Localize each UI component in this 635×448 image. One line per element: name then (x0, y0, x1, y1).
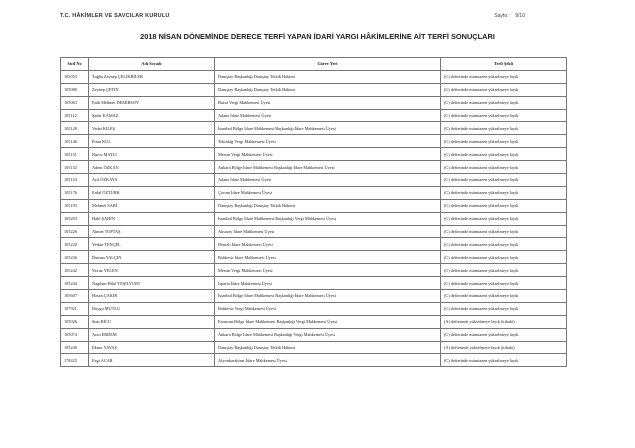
sicil-no-cell: 105151 (61, 148, 89, 161)
table-row (61, 135, 567, 148)
promotion-type-cell: (C) defterinde mümtazen yükselmeye layık (441, 354, 567, 367)
duty-station-cell: İstanbul Bölge İdare Mahkemesi Başkanlığı Vergi Mahkemesi Üyesi (215, 212, 441, 225)
sicil-no-cell: 105152 (61, 161, 89, 174)
promotion-type-cell: (C) defterinde mümtazen yükselmeye layık (441, 122, 567, 135)
name-cell: Pınar KUL (89, 135, 215, 148)
page-label: Sayfa : (494, 13, 510, 19)
column-header-sicil-no: Sicil No (61, 58, 89, 71)
sicil-no-cell: 105607 (61, 290, 89, 303)
sicil-no-cell: 105128 (61, 122, 89, 135)
column-header-terfi-sekli: Terfi Şekli (441, 58, 567, 71)
document-title: 2018 NİSAN DÖNEMİNDE DERECE TERFİ YAPAN İDARİ YARGI HÂKİMLERİNE AİT TERFİ SONUÇLARI (140, 32, 495, 41)
duty-station-cell: Ankara Bölge İdare Mahkemesi Başkanlığı İdare Mahkemesi Üyesi (215, 161, 441, 174)
sicil-no-cell: 105240 (61, 341, 89, 354)
table-header-row (61, 58, 567, 71)
table-row (61, 109, 567, 122)
promotion-type-cell: (C) defterinde mümtazen yükselmeye layık (441, 290, 567, 303)
page-indicator (490, 13, 525, 19)
promotion-type-cell: (C) defterinde mümtazen yükselmeye layık (441, 251, 567, 264)
sicil-no-cell: 105026 (61, 315, 89, 328)
name-cell: İlkmır YAVAŞ (89, 341, 215, 354)
promotion-type-cell: (C) defterinde mümtazen yükselmeye layık (441, 161, 567, 174)
duty-station-cell: İstanbul Bölge İdare Mahkemesi Başkanlığı İdare Mahkemesi Üyesi (215, 290, 441, 303)
table-row (61, 199, 567, 212)
duty-station-cell: Ankara Bölge İdare Mahkemesi Başkanlığı Vergi Mahkemesi Üyesi (215, 328, 441, 341)
duty-station-cell: Erzurum Bölge İdare Mahkemesi Başkanlığı Vergi Mahkemesi Üyesi (215, 315, 441, 328)
results-table (60, 57, 567, 367)
promotion-type-cell: (C) defterinde mümtazen yükselmeye layık (441, 109, 567, 122)
duty-station-cell: Danıştay Başkanlığı Danıştay Tetkik Hakimi (215, 83, 441, 96)
duty-station-cell: Mersin Vergi Mahkemesi Üyesi (215, 264, 441, 277)
table-row (61, 96, 567, 109)
promotion-type-cell: (C) defterinde mümtazen yükselmeye layık (441, 212, 567, 225)
table-row (61, 328, 567, 341)
duty-station-cell: Afyonkarahisar İdare Mahkemesi Üyesi (215, 354, 441, 367)
sicil-no-cell: 105146 (61, 135, 89, 148)
table-row (61, 70, 567, 83)
sicil-no-cell: 178425 (61, 354, 89, 367)
name-cell: Arif ÖZKAYA (89, 174, 215, 187)
table-row (61, 277, 567, 290)
name-cell: Nagihan Hilal YEŞİLYURT (89, 277, 215, 290)
sicil-no-cell: 105236 (61, 251, 89, 264)
sicil-no-cell: 105193 (61, 199, 89, 212)
promotion-type-cell: (A) defterinde yükselmeye layık (itibaki) (441, 315, 567, 328)
duty-station-cell: Tekirdağ Vergi Mahkemesi Üyesi (215, 135, 441, 148)
name-cell: Enik Mehmet DEMİRSOY (89, 96, 215, 109)
table-row (61, 341, 567, 354)
table-row (61, 174, 567, 187)
duty-station-cell: Danıştay Başkanlığı Danıştay Tetkik Hakimi (215, 341, 441, 354)
duty-station-cell: Isparta İdare Mahkemesi Üyesi (215, 277, 441, 290)
duty-station-cell: Balıkesir İdare Mahkemesi Üyesi (215, 251, 441, 264)
column-header-adi-soyadi: Adı Soyadı (89, 58, 215, 71)
sicil-no-cell: 105154 (61, 174, 89, 187)
table-row (61, 148, 567, 161)
duty-station-cell: Adana İdare Mahkemesi Üyesi (215, 109, 441, 122)
promotion-type-cell: (A) defterinde yükselmeye layık (itibaki) (441, 341, 567, 354)
page-number: 9/10 (515, 13, 525, 19)
name-cell: Hasan ÇAKIR (89, 290, 215, 303)
table-row (61, 161, 567, 174)
promotion-type-cell: (C) defterinde mümtazen yükselmeye layık (441, 264, 567, 277)
column-header-gorev-yeri: Görev Yeri (215, 58, 441, 71)
name-cell: Şadet KAMAZ (89, 109, 215, 122)
name-cell: Ahmet TOPTAŞ (89, 225, 215, 238)
table-row (61, 302, 567, 315)
promotion-type-cell: (C) defterinde mümtazen yükselmeye layık (441, 277, 567, 290)
table-row (61, 238, 567, 251)
promotion-type-cell: (C) defterinde mümtazen yükselmeye layık (441, 199, 567, 212)
name-cell: Burcu MATLI (89, 148, 215, 161)
duty-station-cell: Adana İdare Mahkemesi Üyesi (215, 174, 441, 187)
table-row (61, 354, 567, 367)
duty-station-cell: Mersin Vergi Mahkemesi Üyesi (215, 148, 441, 161)
sicil-no-cell: 105244 (61, 277, 89, 290)
name-cell: Tuğba Zeynep ÇELİKBİLEK (89, 70, 215, 83)
sicil-no-cell: 105112 (61, 109, 89, 122)
name-cell: Zeynep ÇETİN (89, 83, 215, 96)
table-row (61, 83, 567, 96)
sicil-no-cell: 105080 (61, 83, 89, 96)
name-cell: Suat BİCU (89, 315, 215, 328)
table-row (61, 212, 567, 225)
name-cell: Mehmet SABİ (89, 199, 215, 212)
table-row (61, 225, 567, 238)
duty-station-cell: Denizli İdare Mahkemesi Üyesi (215, 238, 441, 251)
name-cell: Vedat KILEŞ (89, 122, 215, 135)
promotion-type-cell: (C) defterinde mümtazen yükselmeye layık (441, 83, 567, 96)
promotion-type-cell: (C) defterinde mümtazen yükselmeye layık (441, 302, 567, 315)
name-cell: Ezgi ACAR (89, 354, 215, 367)
name-cell: Erdal ÖZTÜRK (89, 186, 215, 199)
promotion-type-cell: (C) defterinde mümtazen yükselmeye layık (441, 96, 567, 109)
promotion-type-cell: (C) defterinde mümtazen yükselmeye layık (441, 70, 567, 83)
name-cell: Duygu MUTLU (89, 302, 215, 315)
promotion-type-cell: (C) defterinde mümtazen yükselmeye layık (441, 135, 567, 148)
sicil-no-cell: 105053 (61, 70, 89, 83)
sicil-no-cell: 105220 (61, 238, 89, 251)
name-cell: Adem ÖZKAN (89, 161, 215, 174)
table-row (61, 251, 567, 264)
promotion-type-cell: (C) defterinde mümtazen yükselmeye layık (441, 328, 567, 341)
table-row (61, 264, 567, 277)
promotion-type-cell: (C) defterinde mümtazen yükselmeye layık (441, 225, 567, 238)
table-row (61, 290, 567, 303)
sicil-no-cell: 105063 (61, 96, 89, 109)
sicil-no-cell: 107921 (61, 302, 89, 315)
name-cell: Arzu ERDEM (89, 328, 215, 341)
promotion-type-cell: (C) defterinde mümtazen yükselmeye layık (441, 148, 567, 161)
duty-station-cell: Balıkesir Vergi Mahkemesi Üyesi (215, 302, 441, 315)
table-row (61, 315, 567, 328)
duty-station-cell: İstanbul Bölge İdare Mahkemesi Başkanlığı İdare Mahkemesi Üyesi (215, 122, 441, 135)
promotion-type-cell: (C) defterinde mümtazen yükselmeye layık (441, 174, 567, 187)
table-row (61, 122, 567, 135)
promotion-type-cell: (C) defterinde mümtazen yükselmeye layık (441, 238, 567, 251)
sicil-no-cell: 105226 (61, 225, 89, 238)
promotion-type-cell: (C) defterinde mümtazen yükselmeye layık (441, 186, 567, 199)
name-cell: Duman YALÇIN (89, 251, 215, 264)
name-cell: Yavuz YELEN (89, 264, 215, 277)
name-cell: Halil ŞAHİN (89, 212, 215, 225)
sicil-no-cell: 105242 (61, 264, 89, 277)
duty-station-cell: Danıştay Başkanlığı Danıştay Tetkik Hakimi (215, 199, 441, 212)
duty-station-cell: Bursa Vergi Mahkemesi Üyesi (215, 96, 441, 109)
organization-name: T.C. HÂKİMLER VE SAVCILAR KURULU (60, 13, 170, 19)
duty-station-cell: Çorum İdare Mahkemesi Üyesi (215, 186, 441, 199)
table-row (61, 186, 567, 199)
name-cell: Yetkin TENÇEL (89, 238, 215, 251)
duty-station-cell: Danıştay Başkanlığı Danıştay Tetkik Hakimi (215, 70, 441, 83)
sicil-no-cell: 105074 (61, 328, 89, 341)
duty-station-cell: Aksaray İdare Mahkemesi Üyesi (215, 225, 441, 238)
sicil-no-cell: 105203 (61, 212, 89, 225)
sicil-no-cell: 105176 (61, 186, 89, 199)
